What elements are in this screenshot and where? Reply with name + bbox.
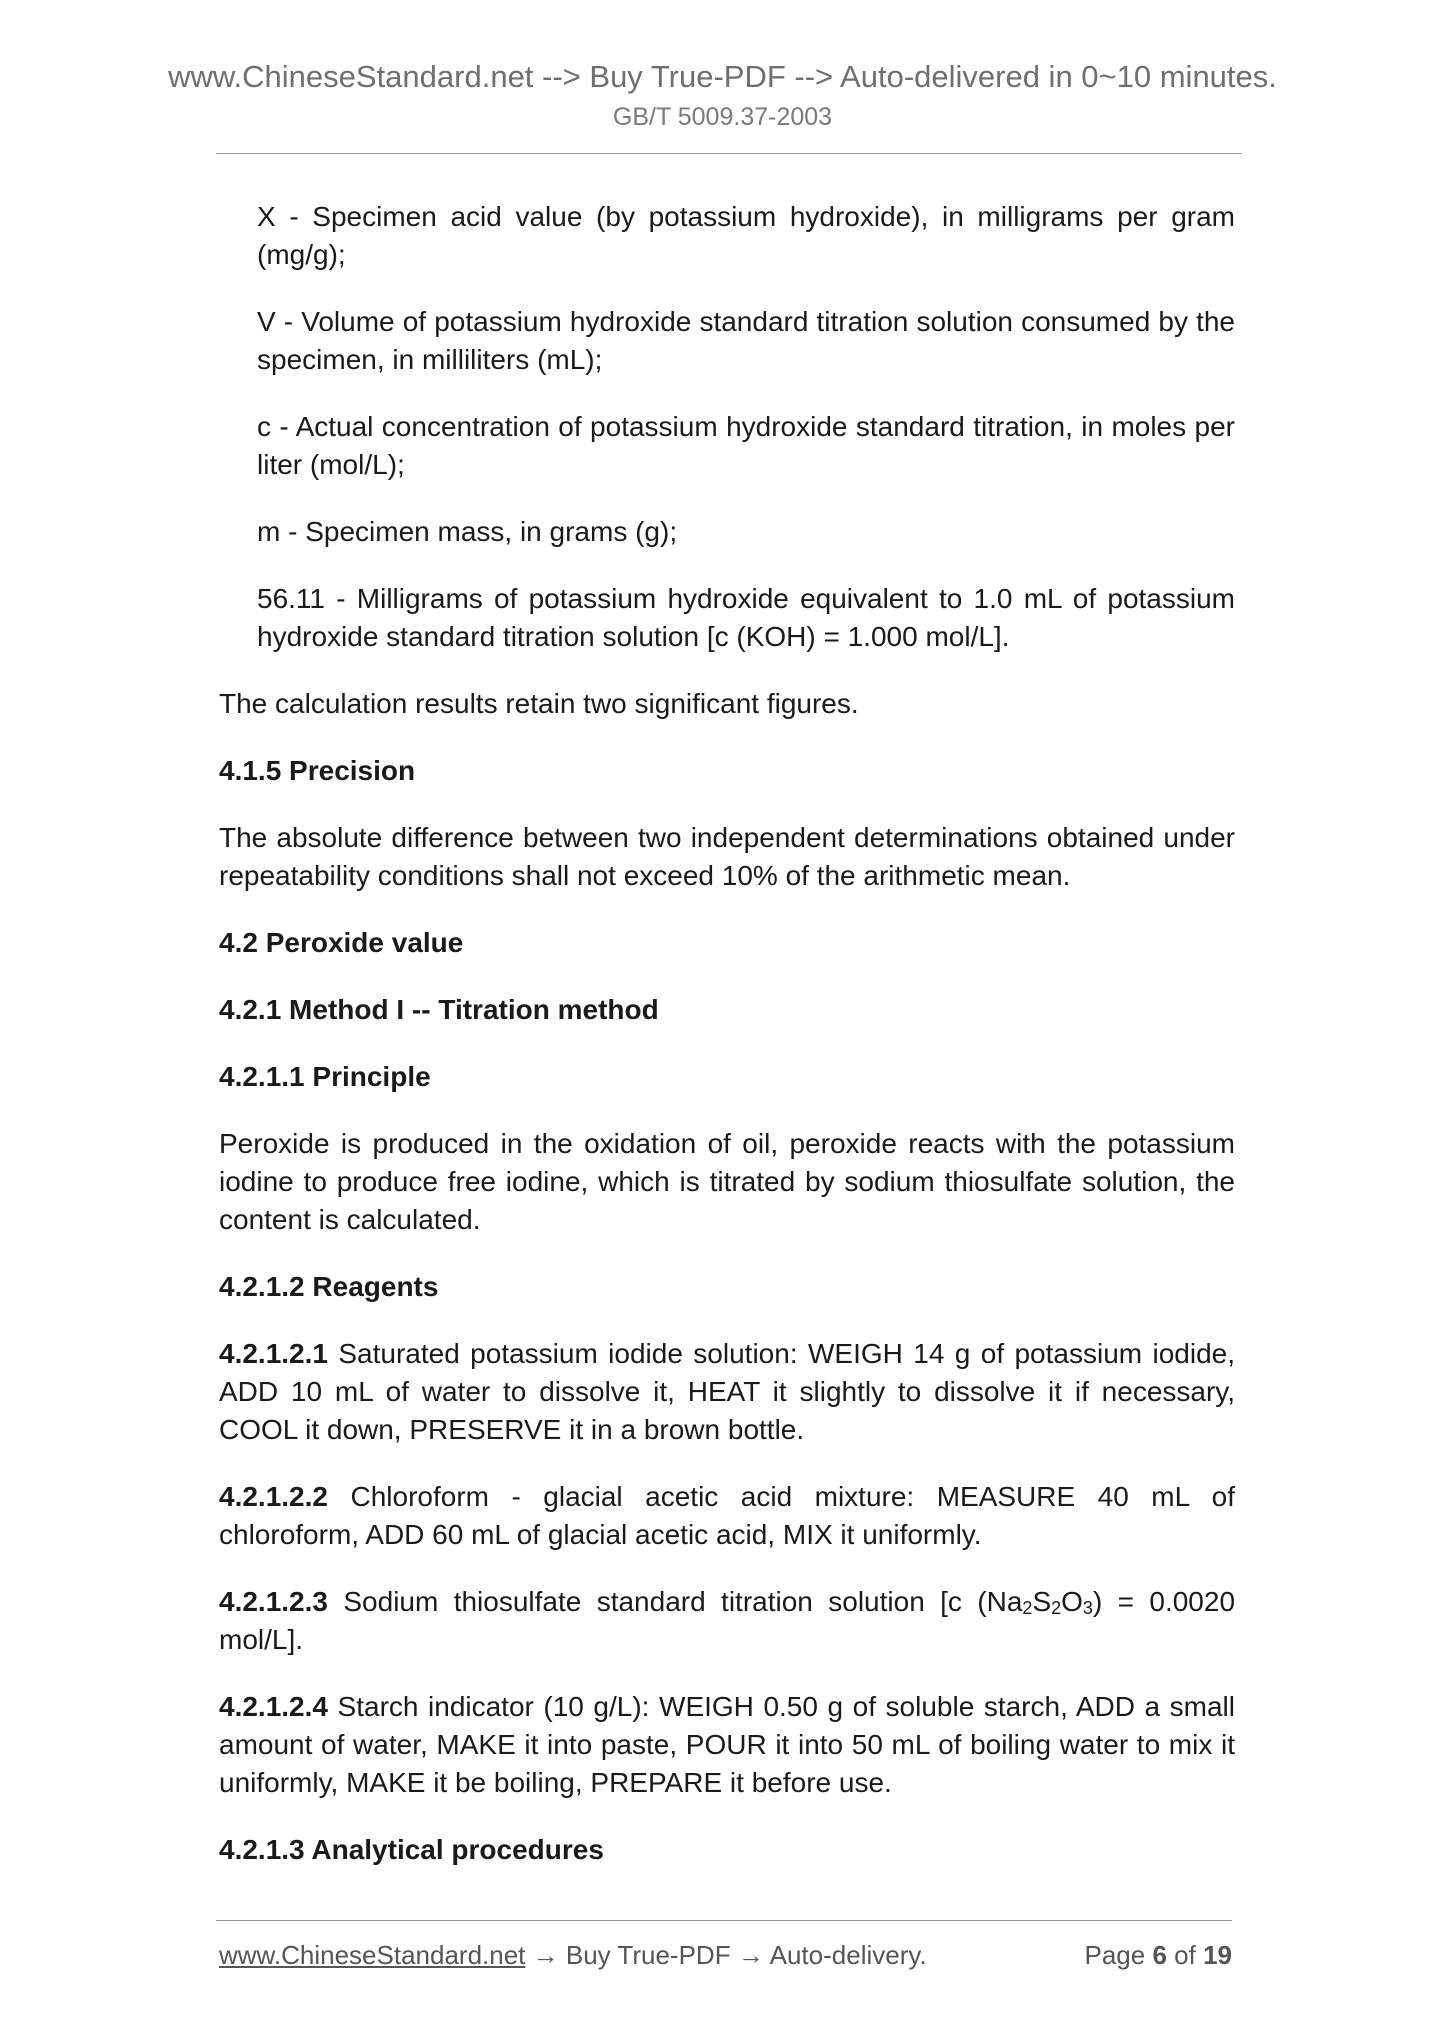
page-label: Page [1084,1940,1146,1970]
formula-part: S [1032,1586,1052,1617]
of-label: of [1174,1940,1196,1970]
footer-divider [216,1920,1232,1921]
delivery-text: Auto-delivery. [769,1940,927,1970]
arrow-icon: → [532,1940,559,1970]
buy-pdf-text: Buy True-PDF [565,1940,731,1970]
calculation-note: The calculation results retain two significant figures. [219,688,859,719]
heading-4-2-1-3: 4.2.1.3 Analytical procedures [219,1834,604,1865]
page-current: 6 [1152,1940,1167,1970]
page-indicator [1084,1938,1232,1972]
reagent-item [219,1478,1235,1554]
heading-4-2-1-2: 4.2.1.2 Reagents [219,1271,439,1302]
website-link[interactable]: www.ChineseStandard.net [219,1940,526,1970]
document-body [219,198,1235,1898]
reagent-text: Chloroform - glacial acetic acid mixture: MEASURE 40 mL of chloroform, ADD 60 mL of glacial acetic acid, MIX it uniformly. [219,1481,1236,1550]
subscript: 2 [1022,1598,1033,1618]
reagent-number: 4.2.1.2.4 [219,1691,328,1722]
principle-text: Peroxide is produced in the oxidation of oil, peroxide reacts with the potassium iodine to produce free iodine, which is titrated by sodium thiosulfate solution, the content is calculated. [219,1128,1235,1235]
heading-4-1-5: 4.1.5 Precision [219,755,416,786]
arrow-icon: → [737,1940,764,1970]
page-header [0,58,1445,133]
heading-4-2-1: 4.2.1 Method I -- Titration method [219,994,659,1025]
reagent-item [219,1688,1235,1802]
reagent-text: Starch indicator (10 g/L): WEIGH 0.50 g of soluble starch, ADD a small amount of water, MAKE it into paste, POUR it into 50 mL of boiling water to mix it uniformly, MAKE it be boiling, PREPARE it before use. [219,1691,1235,1798]
subscript: 3 [1082,1598,1093,1618]
page-total: 19 [1203,1940,1232,1970]
reagent-number: 4.2.1.2.3 [219,1586,328,1617]
definition-x: X - Specimen acid value (by potassium hydroxide), in milligrams per gram (mg/g); [257,201,1235,270]
header-banner: www.ChineseStandard.net --> Buy True-PDF --> Auto-delivered in 0~10 minutes. [168,59,1277,94]
definition-m: m - Specimen mass, in grams (g); [257,516,678,547]
reagent-text: Saturated potassium iodide solution: WEIGH 14 g of potassium iodide, ADD 10 mL of water to dissolve it, HEAT it slightly to dissolve it if necessary, COOL it down, PRESERVE it in a brown bottle. [219,1338,1235,1445]
formula-prefix: Sodium thiosulfate standard titration solution [c (Na [343,1586,1023,1617]
heading-4-2-1-1: 4.2.1.1 Principle [219,1061,431,1092]
reagent-item [219,1335,1235,1449]
heading-4-2: 4.2 Peroxide value [219,927,464,958]
reagent-number: 4.2.1.2.2 [219,1481,328,1512]
formula-part: O [1061,1586,1083,1617]
subscript: 2 [1051,1598,1062,1618]
header-divider [216,153,1242,154]
formula-suffix: ) = 0.0020 mol/L]. [219,1586,1236,1655]
standard-code: GB/T 5009.37-2003 [612,103,833,131]
reagent-number: 4.2.1.2.1 [219,1338,328,1369]
footer-links [219,1938,927,1972]
definition-56-11: 56.11 - Milligrams of potassium hydroxide equivalent to 1.0 mL of potassium hydroxide standard titration solution [c (KOH) = 1.000 mol/L]. [257,583,1235,652]
definition-v: V - Volume of potassium hydroxide standard titration solution consumed by the specimen, in milliliters (mL); [257,306,1235,375]
precision-text: The absolute difference between two independent determinations obtained under repeatability conditions shall not exceed 10% of the arithmetic mean. [219,822,1235,891]
definition-c: c - Actual concentration of potassium hydroxide standard titration, in moles per liter (mol/L); [257,411,1235,480]
reagent-item [219,1583,1235,1659]
reagent-text [219,1586,1235,1655]
